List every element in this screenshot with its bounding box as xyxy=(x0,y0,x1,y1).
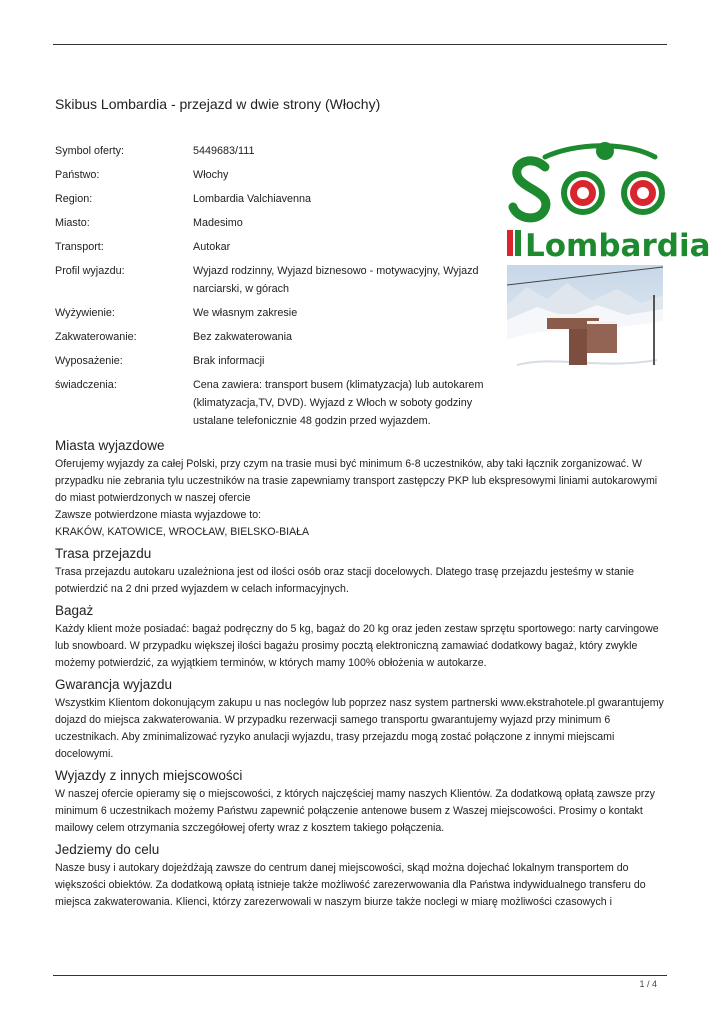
section xyxy=(55,436,667,541)
section-paragraph: Wszystkim Klientom dokonującym zakupu u nas noclegów lub poprzez nasz system partnerski www.ekstrahotele.pl gwarantujemy dojazd do miejsca zakwaterowania. W przypadku rezerwacji samego transportu gwarantujemy wyjazd przy minimum 6 uczestnikach. Aby zminimalizować ryzyko anulacji wyjazdu, trasy przejazdu mogą zostać połączone z innymi miejscami docelowymi. xyxy=(55,697,664,760)
detail-row xyxy=(55,214,495,232)
lombardia-logo xyxy=(505,135,711,264)
section-paragraph: Każdy klient może posiadać: bagaż podręczny do 5 kg, bagaż do 20 kg oraz jeden zestaw sprzętu sportowego: narty carvingowe lub snowboard. W przypadku większej ilości bagażu prosimy pocztą elektroniczną zamawiać dodatkowy bagaż, który zwykle możemy potwierdzić, za wyjątkiem terminów, w których mamy 100% obłożenia w autokarze. xyxy=(55,623,659,669)
detail-row xyxy=(55,304,495,322)
detail-row xyxy=(55,352,495,370)
section-heading: Jedziemy do celu xyxy=(55,842,160,857)
top-rule xyxy=(53,44,667,45)
detail-label: Wyposażenie: xyxy=(55,355,123,367)
section-paragraph: KRAKÓW, KATOWICE, WROCŁAW, BIELSKO-BIAŁA xyxy=(55,526,310,538)
bottom-rule xyxy=(53,975,667,976)
detail-label: Wyżywienie: xyxy=(55,307,115,319)
detail-label: Transport: xyxy=(55,241,104,253)
detail-value: Brak informacji xyxy=(193,355,265,367)
section-heading: Miasta wyjazdowe xyxy=(55,438,165,453)
offer-content xyxy=(55,436,667,914)
page-number: 1 / 4 xyxy=(639,979,657,989)
detail-row xyxy=(55,238,495,256)
detail-value: Madesimo xyxy=(193,217,243,229)
detail-value: Wyjazd rodzinny, Wyjazd biznesowo - motywacyjny, Wyjazd narciarski, w górach xyxy=(193,265,479,295)
detail-value: Włochy xyxy=(193,169,229,181)
detail-label: Symbol oferty: xyxy=(55,145,125,157)
section-heading: Wyjazdy z innych miejscowości xyxy=(55,768,243,783)
section-paragraph: Zawsze potwierdzone miasta wyjazdowe to: xyxy=(55,509,262,521)
detail-row xyxy=(55,328,495,346)
ski-resort-photo xyxy=(507,265,663,386)
section-paragraph: Trasa przejazdu autokaru uzależniona jest od ilości osób oraz stacji docelowych. Dlatego trasę przejazdu jesteśmy w stanie potwierdzić na 2 dni przed wyjazdem w celach informacyjnych. xyxy=(55,566,635,595)
detail-value: Autokar xyxy=(193,241,231,253)
section-heading: Trasa przejazdu xyxy=(55,546,152,561)
detail-row xyxy=(55,166,495,184)
offer-details xyxy=(55,142,495,436)
section-paragraph: Nasze busy i autokary dojeżdżają zawsze do centrum danej miejscowości, skąd można dojechać lokalnym transportem do większości obiektów. Za dodatkową opłatą istnieje także możliwość zarezerwowania dla Państwa indywidualnego transferu do miejsca zakwaterowania. Klienci, którzy zarezerwowali w naszym biurze także noclegi w miarę możliwości czasowych i xyxy=(55,862,646,908)
detail-row xyxy=(55,376,495,430)
detail-value: 5449683/111 xyxy=(193,145,255,157)
section-paragraph: Oferujemy wyjazdy za całej Polski, przy czym na trasie musi być minimum 6-8 uczestników, aby taki łącznik zorganizować. W przypadku nie zebrania tylu uczestników na trasie zapewniamy transport zastępczy PKP lub ekspresowymi liniami autokarowymi do miast potwierdzonych w naszej ofercie xyxy=(55,458,658,504)
section-heading: Gwarancja wyjazdu xyxy=(55,677,173,692)
section xyxy=(55,544,667,598)
section xyxy=(55,840,667,911)
section xyxy=(55,601,667,672)
detail-label: Miasto: xyxy=(55,217,90,229)
section-paragraph: W naszej ofercie opieramy się o miejscowości, z których najczęściej mamy naszych Klientów. Za dodatkową opłatą zawsze przy minimum 6 uczestnikach możemy Państwu zapewnić połączenie antenowe busem z Waszej miejscowości. Prosimy o kontakt mailowy celem otrzymania szczegółowej oferty wraz z kosztem takiego połączenia. xyxy=(55,788,655,834)
detail-value: Cena zawiera: transport busem (klimatyzacja) lub autokarem (klimatyzacja,TV, DVD). Wyjazd z Włoch w soboty godziny ustalane telefonicznie 48 godzin przed wyjazdem. xyxy=(193,379,484,427)
detail-label: Region: xyxy=(55,193,93,205)
detail-row xyxy=(55,190,495,208)
page-title: Skibus Lombardia - przejazd w dwie strony (Włochy) xyxy=(55,96,381,112)
detail-label: Zakwaterowanie: xyxy=(55,331,137,343)
detail-value: We własnym zakresie xyxy=(193,307,298,319)
detail-label: świadczenia: xyxy=(55,379,117,391)
detail-label: Profil wyjazdu: xyxy=(55,265,125,277)
detail-value: Lombardia Valchiavenna xyxy=(193,193,312,205)
section xyxy=(55,766,667,837)
detail-label: Państwo: xyxy=(55,169,100,181)
detail-row xyxy=(55,262,495,298)
detail-row xyxy=(55,142,495,160)
detail-value: Bez zakwaterowania xyxy=(193,331,293,343)
logo-text: Lombardia xyxy=(525,228,711,264)
section xyxy=(55,675,667,763)
section-heading: Bagaż xyxy=(55,603,94,618)
